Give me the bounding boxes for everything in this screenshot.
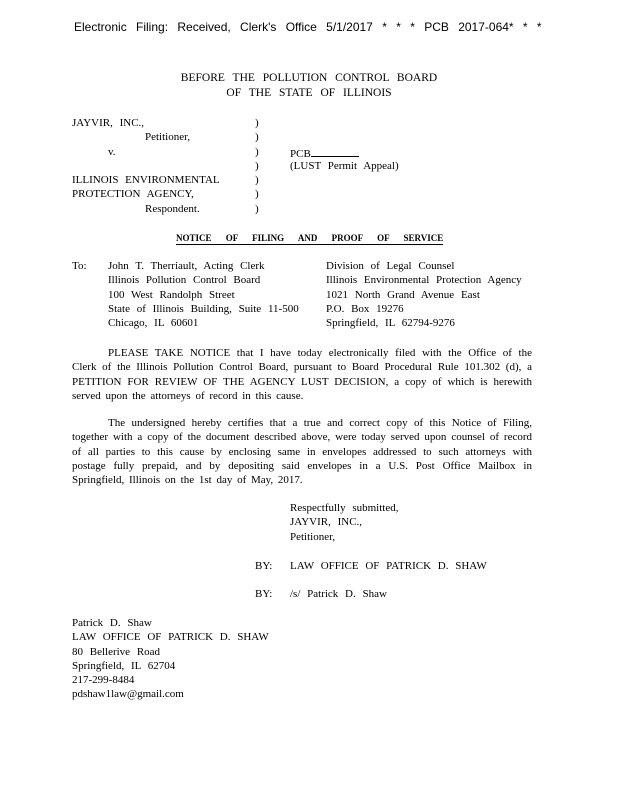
recipient-right-line: Illinois Environmental Protection Agency [326, 274, 522, 287]
caption-bracket: ) [255, 131, 259, 143]
by-label: BY: [255, 588, 273, 600]
notice-title: NOTICE OF FILING AND PROOF OF SERVICE [176, 233, 444, 243]
notice-paragraph-text: PLEASE TAKE NOTICE that I have today electronically filed with the Office of the Clerk of the Illinois Pollution Control Board, pursuant to Board Procedural Rule 101.302 (d), a PETITION FOR REVIEW OF THE AGENCY LUST DECISION, a copy of which is herewith served upon the attorneys of record in this cause. [72, 347, 532, 402]
recipient-left-line: Chicago, IL 60601 [108, 317, 199, 330]
attorney-email: pdshaw1law@gmail.com [72, 688, 184, 701]
to-label: To: [72, 260, 87, 272]
recipient-left-line: 100 West Randolph Street [108, 288, 235, 301]
caption-bracket: ) [255, 117, 259, 129]
notice-paragraph [72, 346, 532, 403]
by-label: BY: [255, 560, 273, 572]
recipient-left-block [108, 260, 299, 331]
closing-line: Petitioner, [290, 530, 336, 543]
electronic-signature: /s/ Patrick D. Shaw [290, 588, 387, 600]
recipient-left-line: State of Illinois Building, Suite 11-500 [108, 302, 299, 315]
signature-firm: LAW OFFICE OF PATRICK D. SHAW [290, 560, 487, 572]
closing-line: Respectfully submitted, [290, 502, 399, 514]
recipient-right-line: Springfield, IL 62794-9276 [326, 317, 455, 330]
recipient-left-line: John T. Therriault, Acting Clerk [108, 260, 265, 272]
case-number-blank [311, 146, 359, 157]
closing-block [290, 502, 398, 545]
recipient-left-line: Illinois Pollution Control Board [108, 274, 261, 287]
caption-bracket: ) [255, 203, 259, 215]
recipient-right-line: 1021 North Grand Avenue East [326, 288, 480, 301]
recipient-right-block [326, 260, 522, 331]
case-number-label: PCB [290, 148, 311, 160]
certification-paragraph [72, 416, 532, 487]
electronic-filing-header: Electronic Filing: Received, Clerk's Office 5/1/2017 * * * PCB 2017-064* * * [74, 20, 542, 34]
caption-bracket: ) [255, 146, 259, 158]
caption-line-2: OF THE STATE OF ILLINOIS [226, 87, 392, 99]
case-type: (LUST Permit Appeal) [290, 160, 399, 172]
respondent-line-1: ILLINOIS ENVIRONMENTAL [72, 174, 220, 186]
caption-line-1: BEFORE THE POLLUTION CONTROL BOARD [180, 72, 438, 84]
attorney-city: Springfield, IL 62704 [72, 659, 176, 672]
respondent-role: Respondent. [145, 203, 200, 215]
case-number [290, 146, 359, 160]
attorney-street: 80 Bellerive Road [72, 645, 161, 658]
caption-bracket: ) [255, 188, 259, 200]
caption-bracket: ) [255, 160, 259, 172]
attorney-firm: LAW OFFICE OF PATRICK D. SHAW [72, 631, 269, 644]
petitioner-name: JAYVIR, INC., [72, 117, 145, 129]
petitioner-role: Petitioner, [145, 131, 191, 143]
versus-label: v. [108, 146, 116, 158]
recipient-right-line: P.O. Box 19276 [326, 302, 404, 315]
certification-paragraph-text: The undersigned hereby certifies that a true and correct copy of this Notice of Filing, together with a copy of the document described above, were today served upon counsel of record of all parties to this cause by enclosing same in envelopes addressed to such attorneys with postage fully prepaid, and by depositing said envelopes in a U.S. Post Office Mailbox in Springfield, Illinois on the 1st day of May, 2017. [72, 417, 532, 487]
attorney-name: Patrick D. Shaw [72, 617, 152, 629]
recipient-right-line: Division of Legal Counsel [326, 260, 455, 272]
caption-bracket: ) [255, 174, 259, 186]
respondent-line-2: PROTECTION AGENCY, [72, 188, 194, 200]
closing-line: JAYVIR, INC., [290, 516, 363, 529]
attorney-phone: 217-299-8484 [72, 674, 135, 687]
attorney-address-block [72, 617, 269, 703]
